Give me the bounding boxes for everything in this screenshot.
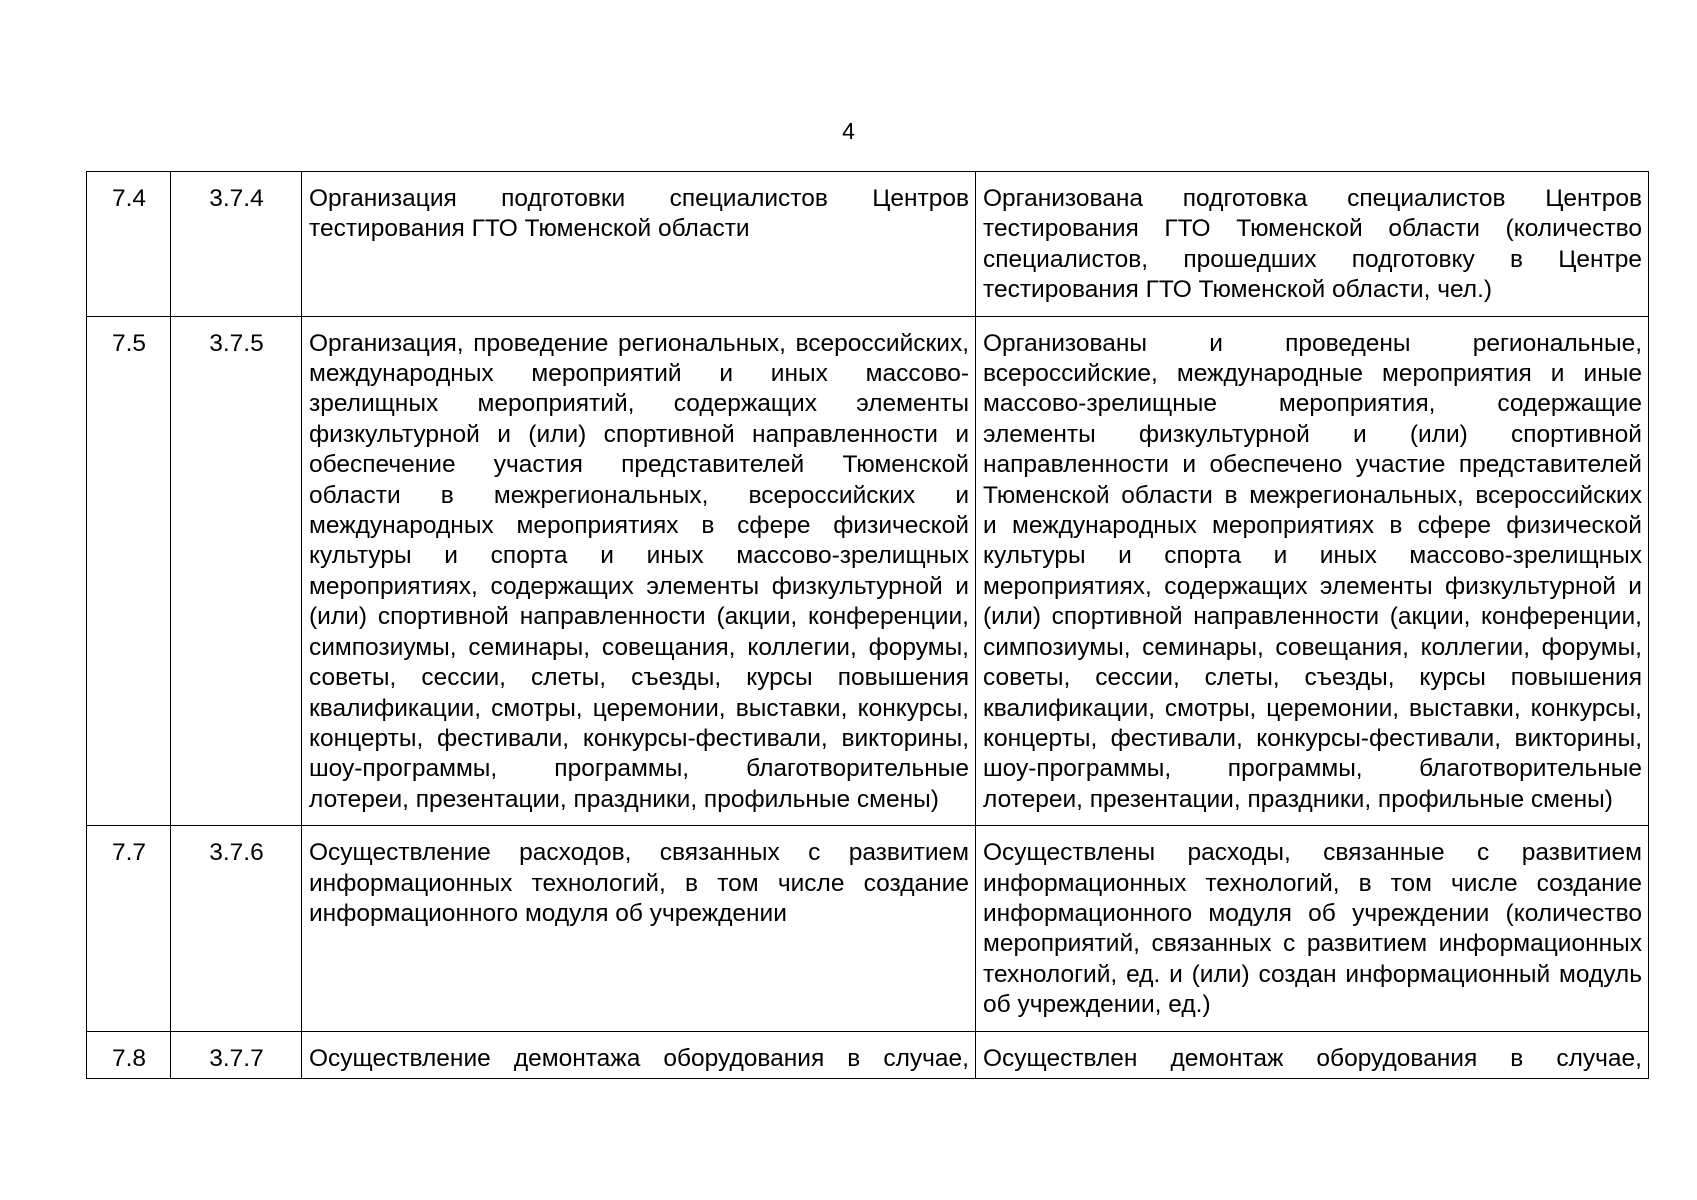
row-code-cell: 3.7.6	[171, 826, 302, 1031]
table-row	[87, 172, 1649, 317]
table-row	[87, 826, 1649, 1031]
row-number-cell: 7.4	[87, 172, 171, 317]
activities-table	[86, 171, 1649, 1079]
activity-cell: Осуществление демонтажа оборудования в случае,	[302, 1031, 976, 1078]
row-code-cell: 3.7.5	[171, 316, 302, 826]
row-code-cell: 3.7.7	[171, 1031, 302, 1078]
row-number-cell: 7.8	[87, 1031, 171, 1078]
result-cell: Осуществлен демонтаж оборудования в случае,	[976, 1031, 1649, 1078]
row-code-cell: 3.7.4	[171, 172, 302, 317]
activity-cell: Организация, проведение региональных, всероссийских, международных мероприятий и иных массово-зрелищных мероприятий, содержащих элементы физкультурной и (или) спортивной направленности и обеспечение участия представителей Тюменской области в межрегиональных, всероссийских и международных мероприятиях в сфере физической культуры и спорта и иных массово-зрелищных мероприятиях, содержащих элементы физкультурной и (или) спортивной направленности (акции, конференции, симпозиумы, семинары, совещания, коллегии, форумы, советы, сессии, слеты, съезды, курсы повышения квалификации, смотры, церемонии, выставки, конкурсы, концерты, фестивали, конкурсы-фестивали, викторины, шоу-программы, программы, благотворительные лотереи, презентации, праздники, профильные смены)	[302, 316, 976, 826]
table-row	[87, 316, 1649, 826]
result-cell: Организованы и проведены региональные, всероссийские, международные мероприятия и иные массово-зрелищные мероприятия, содержащие элементы физкультурной и (или) спортивной направленности и обеспечено участие представителей Тюменской области в межрегиональных, всероссийских и международных мероприятиях в сфере физической культуры и спорта и иных массово-зрелищных мероприятиях, содержащих элементы физкультурной и (или) спортивной направленности (акции, конференции, симпозиумы, семинары, совещания, коллегии, форумы, советы, сессии, слеты, съезды, курсы повышения квалификации, смотры, церемонии, выставки, конкурсы, концерты, фестивали, конкурсы-фестивали, викторины, шоу-программы, программы, благотворительные лотереи, презентации, праздники, профильные смены)	[976, 316, 1649, 826]
table-row	[87, 1031, 1649, 1078]
result-cell: Организована подготовка специалистов Центров тестирования ГТО Тюменской области (количество специалистов, прошедших подготовку в Центре тестирования ГТО Тюменской области, чел.)	[976, 172, 1649, 317]
page-number: 4	[842, 118, 855, 144]
row-number-cell: 7.7	[87, 826, 171, 1031]
row-number-cell: 7.5	[87, 316, 171, 826]
activity-cell: Организация подготовки специалистов Центров тестирования ГТО Тюменской области	[302, 172, 976, 317]
result-cell: Осуществлены расходы, связанные с развитием информационных технологий, в том числе создание информационного модуля об учреждении (количество мероприятий, связанных с развитием информационных технологий, ед. и (или) создан информационный модуль об учреждении, ед.)	[976, 826, 1649, 1031]
activity-cell: Осуществление расходов, связанных с развитием информационных технологий, в том числе создание информационного модуля об учреждении	[302, 826, 976, 1031]
